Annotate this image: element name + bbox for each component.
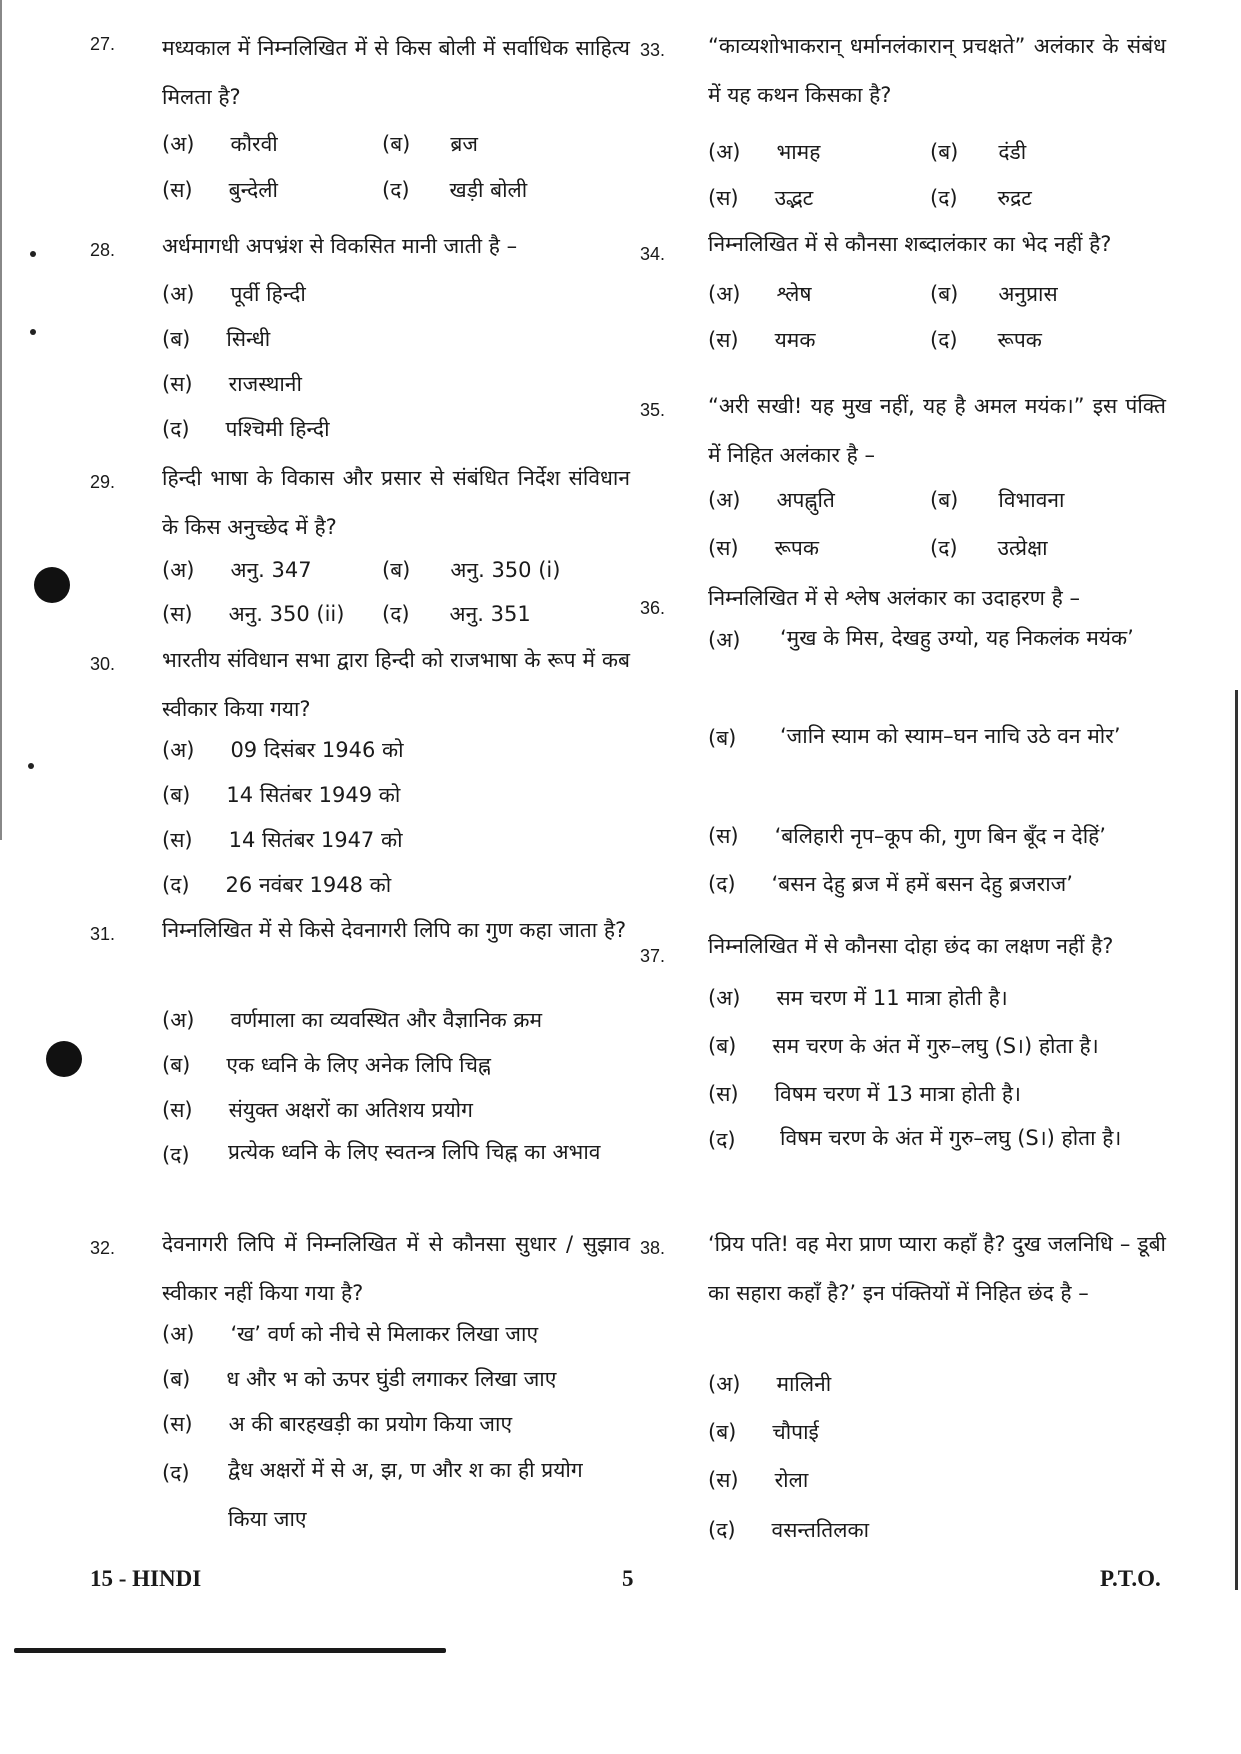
punch-hole	[34, 567, 70, 603]
option: (अ) कौरवी	[162, 132, 278, 156]
option: (अ) सम चरण में 11 मात्रा होती है।	[708, 986, 1008, 1010]
question-number: 29.	[90, 472, 116, 492]
option: (स) विषम चरण में 13 मात्रा होती है।	[708, 1082, 1021, 1106]
option: (अ) श्लेष	[708, 282, 812, 306]
option: (स) बुन्देली	[162, 178, 278, 202]
question-number: 38.	[640, 1238, 666, 1258]
question-32: 32. देवनागरी लिपि में निम्नलिखित में से कौनसा सुधार / सुझाव स्वीकार नहीं किया गया है? (अ) ‘ख’ वर्ण को नीचे से मिलाकर लिखा जाए (ब) ध और भ को ऊपर घुंडी लगाकर लिखा जाए (स) अ की बारहखड़ी का प्रयोग किया जाए (द) द्वैध अक्षरों में से अ, झ, ण और श का ही प्रयोग किया जाए	[90, 1234, 630, 1554]
option: (द) रूपक	[930, 328, 1042, 352]
option: (स) अ की बारहखड़ी का प्रयोग किया जाए	[162, 1412, 513, 1436]
option: (ब) विभावना	[930, 488, 1065, 512]
option: (अ) पूर्वी हिन्दी	[162, 282, 306, 306]
option: (द) 26 नवंबर 1948 को	[162, 873, 392, 897]
question-number: 27.	[90, 34, 116, 54]
option: (अ) अनु. 347	[162, 558, 312, 582]
option: (स) अनु. 350 (ii)	[162, 602, 345, 626]
question-number: 33.	[640, 40, 666, 60]
question-text: “काव्यशोभाकरान् धर्मानलंकारान् प्रचक्षते” अलंकार के संबंध में यह कथन किसका है?	[708, 34, 1166, 107]
question-text: निम्नलिखित में से कौनसा दोहा छंद का लक्षण नहीं है?	[708, 934, 1114, 958]
option: (द) पश्चिमी हिन्दी	[162, 417, 330, 441]
question-text: निम्नलिखित में से श्लेष अलंकार का उदाहरण है –	[708, 586, 1080, 610]
question-text: देवनागरी लिपि में निम्नलिखित में से कौनसा सुधार / सुझाव स्वीकार नहीं किया गया है?	[162, 1232, 630, 1305]
question-text: ‘प्रिय पति! वह मेरा प्राण प्यारा कहाँ है? दुख जलनिधि – डूबी का सहारा कहाँ है?’ इन पंक्तियों में निहित छंद है –	[708, 1232, 1166, 1305]
option: (अ) 09 दिसंबर 1946 को	[162, 738, 404, 762]
question-number: 31.	[90, 924, 116, 944]
question-number: 36.	[640, 598, 666, 618]
option: (अ) अपह्नुति	[708, 488, 835, 512]
option: (स) रोला	[708, 1468, 809, 1492]
question-text: निम्नलिखित में से कौनसा शब्दालंकार का भेद नहीं है?	[708, 232, 1112, 256]
footer-paper-code: 15 - HINDI	[90, 1566, 202, 1591]
question-text: हिन्दी भाषा के विकास और प्रसार से संबंधित निर्देश संविधान के किस अनुच्छेद में है?	[162, 466, 630, 539]
question-number: 37.	[640, 946, 666, 966]
option: (द) खड़ी बोली	[382, 178, 528, 202]
option: (द) ‘बसन देहु ब्रज में हमें बसन देहु ब्रजराज’	[708, 872, 1073, 896]
option: (ब) अनु. 350 (i)	[382, 558, 561, 582]
option: (अ) ‘ख’ वर्ण को नीचे से मिलाकर लिखा जाए	[162, 1322, 539, 1346]
option: (स) ‘बलिहारी नृप–कूप की, गुण बिन बूँद न देहिं’	[708, 824, 1106, 848]
question-text: मध्यकाल में निम्नलिखित में से किस बोली में सर्वाधिक साहित्य मिलता है?	[162, 36, 630, 109]
question-28	[90, 236, 630, 446]
scan-speck	[30, 329, 36, 335]
option: (ब) सिन्धी	[162, 327, 271, 351]
option: (द) रुद्रट	[930, 186, 1032, 210]
question-35	[640, 396, 1170, 576]
question-29	[90, 468, 630, 648]
question-33	[640, 36, 1170, 226]
scan-speck	[28, 763, 34, 769]
page-number: 5	[622, 1566, 634, 1591]
question-37: 37. निम्नलिखित में से कौनसा दोहा छंद का लक्षण नहीं है? (अ) सम चरण में 11 मात्रा होती है। (ब) सम चरण के अंत में गुरु–लघु (S।) होता है। (स) विषम चरण में 13 मात्रा होती है। (द) विषम चरण के अंत में गुरु–लघु (S।) होता है।	[640, 942, 1170, 1222]
question-27	[90, 30, 630, 210]
option: (ब) ब्रज	[382, 132, 478, 156]
question-text: निम्नलिखित में से किसे देवनागरी लिपि का गुण कहा जाता है?	[162, 918, 627, 942]
option: (स) 14 सितंबर 1947 को	[162, 828, 403, 852]
option: (द) उत्प्रेक्षा	[930, 536, 1048, 560]
question-text: अर्धमागधी अपभ्रंश से विकसित मानी जाती है –	[162, 234, 518, 258]
option: (स) राजस्थानी	[162, 372, 302, 396]
option: (द) अनु. 351	[382, 602, 531, 626]
option: (अ) भामह	[708, 140, 821, 164]
option: (स) संयुक्त अक्षरों का अतिशय प्रयोग	[162, 1098, 473, 1122]
bottom-rule	[14, 1648, 446, 1653]
footer-pto: P.T.O.	[1100, 1566, 1161, 1591]
question-number: 35.	[640, 400, 666, 420]
option: (स) यमक	[708, 328, 816, 352]
punch-hole	[46, 1041, 82, 1077]
option: (ब) अनुप्रास	[930, 282, 1058, 306]
question-text: भारतीय संविधान सभा द्वारा हिन्दी को राजभाषा के रूप में कब स्वीकार किया गया?	[162, 648, 630, 721]
option: (ब) एक ध्वनि के लिए अनेक लिपि चिह्न	[162, 1053, 491, 1077]
question-number: 34.	[640, 244, 666, 264]
option: (ब) 14 सितंबर 1949 को	[162, 783, 401, 807]
question-36: 36. निम्नलिखित में से श्लेष अलंकार का उदाहरण है – (अ) ‘मुख के मिस, देखहु उग्यो, यह निकलंक मयंक’ (ब) ‘जानि स्याम को स्याम–घन नाचि उठे वन मोर’ (स) ‘बलिहारी नृप–कूप की, गुण बिन बूँद न देहिं’ (द) ‘बसन देहु ब्रज में हमें बसन देहु ब्रजराज’	[640, 594, 1170, 924]
option: (स) रूपक	[708, 536, 819, 560]
question-number: 32.	[90, 1238, 116, 1258]
option: (ब) चौपाई	[708, 1420, 819, 1444]
question-34	[640, 232, 1170, 370]
question-number: 30.	[90, 654, 116, 674]
option: (ब) सम चरण के अंत में गुरु–लघु (S।) होता है।	[708, 1034, 1099, 1058]
option: (अ) मालिनी	[708, 1372, 832, 1396]
option: (द) वसन्ततिलका	[708, 1518, 870, 1542]
question-text: “अरी सखी! यह मुख नहीं, यह है अमल मयंक।” इस पंक्ति में निहित अलंकार है –	[708, 394, 1166, 467]
question-31: 31. निम्नलिखित में से किसे देवनागरी लिपि का गुण कहा जाता है? (अ) वर्णमाला का व्यवस्थित और वैज्ञानिक क्रम (ब) एक ध्वनि के लिए अनेक लिपि चिह्न (स) संयुक्त अक्षरों का अतिशय प्रयोग (द) प्रत्येक ध्वनि के लिए स्वतन्त्र लिपि चिह्न का अभाव	[90, 920, 630, 1220]
question-number: 28.	[90, 240, 116, 260]
scan-edge-line	[0, 0, 2, 840]
question-38	[640, 1234, 1170, 1564]
option: (अ) वर्णमाला का व्यवस्थित और वैज्ञानिक क्रम	[162, 1008, 543, 1032]
option: (स) उद्भट	[708, 186, 814, 210]
option: (ब) दंडी	[930, 140, 1027, 164]
scan-edge-line-right	[1235, 690, 1238, 1590]
question-30	[90, 650, 630, 910]
option: (ब) ध और भ को ऊपर घुंडी लगाकर लिखा जाए	[162, 1367, 557, 1391]
scan-speck	[30, 251, 36, 257]
